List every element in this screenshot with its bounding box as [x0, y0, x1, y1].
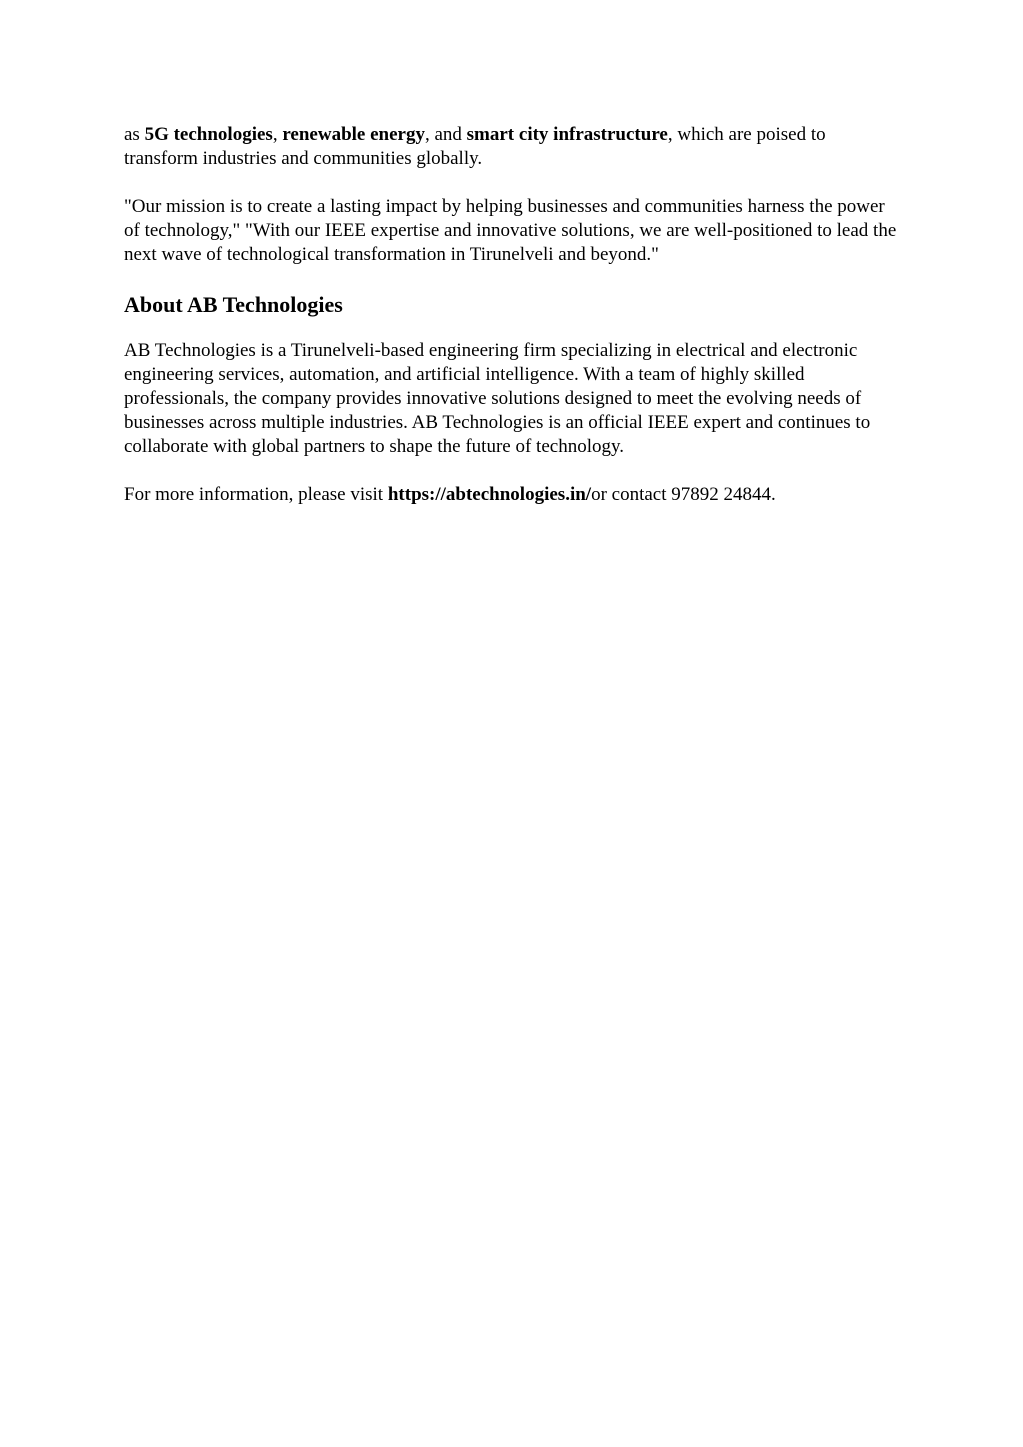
website-link[interactable]: https://abtechnologies.in/: [387, 484, 592, 505]
contact-paragraph: [124, 483, 904, 507]
intro-text-1: as: [124, 124, 145, 145]
about-paragraph: AB Technologies is a Tirunelveli-based engineering firm specializing in electrical and electronic engineering services, automation, and artificial intelligence. With a team of highly skilled professionals, the company provides innovative solutions designed to meet the evolving needs of businesses across multiple industries. AB Technologies is an official IEEE expert and continues to collaborate with global partners to shape the future of technology.: [124, 340, 871, 457]
intro-paragraph: [124, 123, 904, 171]
mission-quote: "Our mission is to create a lasting impact by helping businesses and communities harness the power of technology," "With our IEEE expertise and innovative solutions, we are well-positioned to lead the next wave of technological transformation in Tirunelveli and beyond.": [124, 196, 897, 265]
intro-text-2: ,: [272, 124, 283, 145]
intro-text-4: , which are poised to transform industries and communities globally.: [124, 124, 826, 169]
intro-bold-smart-city: smart city infrastructure: [466, 124, 668, 145]
intro-text-3: , and: [424, 124, 467, 145]
about-heading: About AB Technologies: [124, 292, 343, 317]
contact-suffix: or contact 97892 24844.: [591, 484, 776, 505]
intro-bold-renewable: renewable energy: [282, 124, 425, 145]
contact-prefix: For more information, please visit: [124, 484, 388, 505]
document-body: [124, 123, 904, 531]
intro-bold-5g: 5G technologies: [144, 124, 273, 145]
